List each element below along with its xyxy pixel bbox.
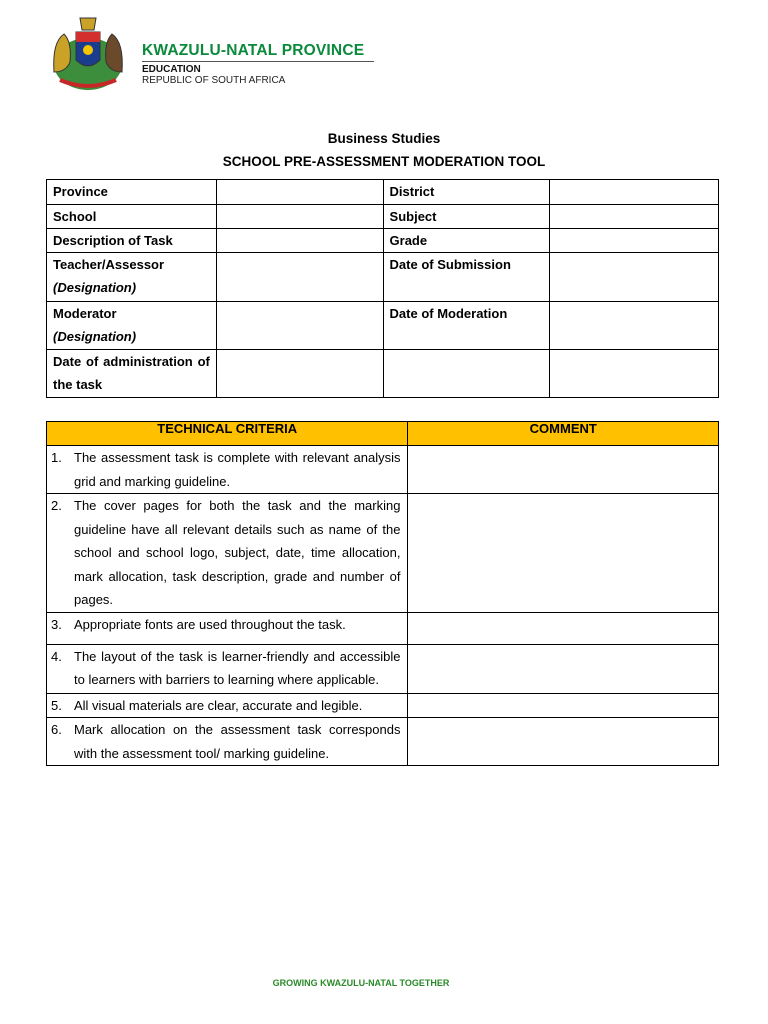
province-value[interactable] (216, 180, 383, 205)
comment-header: COMMENT (408, 422, 719, 446)
description-label: Description of Task (47, 229, 217, 253)
grade-label: Grade (383, 229, 550, 253)
criterion-cell (47, 446, 408, 494)
footer-slogan: GROWING KWAZULU-NATAL TOGETHER (272, 978, 450, 988)
administration-label: Date of administration of the task (47, 350, 217, 398)
grade-value[interactable] (550, 229, 719, 253)
blank-cell-b[interactable] (550, 350, 719, 398)
comment-field[interactable] (408, 446, 719, 494)
subject-title: Business Studies (327, 131, 441, 146)
district-label: District (383, 180, 550, 205)
administration-value[interactable] (216, 350, 383, 398)
moderator-designation-label: (Designation) (53, 329, 137, 344)
criterion-text: Appropriate fonts are used throughout the task. (74, 616, 346, 632)
criterion-cell (47, 612, 408, 644)
criterion-cell (47, 693, 408, 718)
technical-criteria-table (46, 421, 719, 766)
teacher-designation-label: (Designation) (53, 280, 137, 295)
criterion-text: Mark allocation on the assessment task corresponds with the assessment tool/ marking guideline. (74, 722, 401, 761)
criterion-text: The cover pages for both the task and the marking guideline have all relevant details such as name of the school and school logo, subject, date, time allocation, mark allocation, task description, grade and number of pages. (74, 498, 401, 607)
criterion-cell (47, 494, 408, 613)
teacher-value[interactable] (216, 253, 383, 302)
moderation-value[interactable] (550, 302, 719, 350)
comment-field[interactable] (408, 644, 719, 693)
blank-cell-a[interactable] (383, 350, 550, 398)
comment-field[interactable] (408, 612, 719, 644)
moderator-label-cell (47, 302, 217, 350)
province-name: KWAZULU-NATAL PROVINCE (142, 42, 365, 59)
criterion-number: 6. (51, 722, 62, 737)
comment-field[interactable] (408, 693, 719, 718)
comment-field[interactable] (408, 494, 719, 613)
country-name: REPUBLIC OF SOUTH AFRICA (142, 75, 286, 86)
criterion-number: 5. (51, 697, 62, 713)
provincial-coat-of-arms-icon (46, 12, 130, 92)
province-label: Province (47, 180, 217, 205)
criterion-text: The assessment task is complete with relevant analysis grid and marking guideline. (74, 450, 401, 489)
school-value[interactable] (216, 205, 383, 229)
description-value[interactable] (216, 229, 383, 253)
subject-label: Subject (383, 205, 550, 229)
letterhead (46, 12, 376, 92)
criterion-cell (47, 718, 408, 766)
document-title: SCHOOL PRE-ASSESSMENT MODERATION TOOL (222, 154, 546, 169)
school-info-table (46, 179, 719, 398)
moderator-label: Moderator (53, 306, 117, 321)
submission-label: Date of Submission (383, 253, 550, 302)
letterhead-rule (142, 61, 374, 62)
criterion-text: All visual materials are clear, accurate and legible. (74, 697, 363, 713)
criterion-number: 3. (51, 616, 62, 632)
teacher-label: Teacher/Assessor (53, 257, 165, 272)
subject-value[interactable] (550, 205, 719, 229)
criterion-number: 4. (51, 648, 62, 664)
moderation-label: Date of Moderation (383, 302, 550, 350)
technical-criteria-header: TECHNICAL CRITERIA (47, 422, 408, 446)
submission-value[interactable] (550, 253, 719, 302)
moderator-value[interactable] (216, 302, 383, 350)
criterion-number: 1. (51, 450, 62, 465)
department-name: EDUCATION (142, 64, 201, 75)
criterion-cell (47, 644, 408, 693)
district-value[interactable] (550, 180, 719, 205)
criterion-text: The layout of the task is learner-friendly and accessible to learners with barriers to learning where applicable. (74, 648, 401, 687)
criterion-number: 2. (51, 498, 62, 513)
teacher-label-cell (47, 253, 217, 302)
school-label: School (47, 205, 217, 229)
comment-field[interactable] (408, 718, 719, 766)
